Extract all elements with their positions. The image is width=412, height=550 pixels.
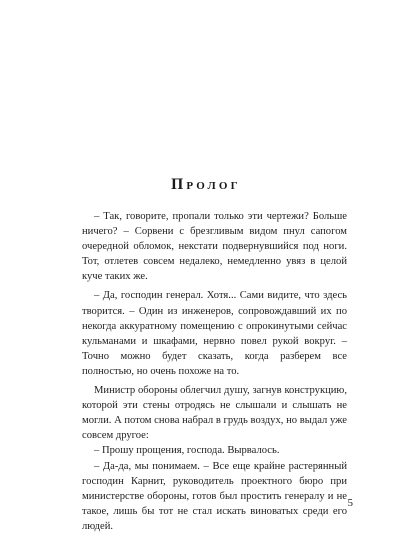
body-text bbox=[82, 209, 347, 538]
paragraph: – Да, господин генерал. Хотя... Сами видите, что здесь творится. – Один из инженеров, сопровождавший их по некогда аккуратному помещению с опрокинутыми сейчас кульманами и шкафами, нервно повел рукой вокруг. – Точно можно будет сказать, когда разберем все полностью, но очень похоже на то. bbox=[82, 290, 347, 377]
chapter-title: Пролог bbox=[171, 176, 241, 193]
paragraph: – Да-да, мы понимаем. – Все еще крайне растерянный господин Карнит, руководитель проектного бюро при министерстве обороны, готов был простить генералу и не такое, лишь бы тот не стал искать виноватых среди его людей. bbox=[82, 460, 347, 532]
paragraph: – Так, говорите, пропали только эти чертежи? Больше ничего? – Сорвени с брезгливым видом пнул сапогом очередной обломок, некстати подвернувшийся под ноги. Тот, отлетев совсем недалеко, немедленно увяз в целой куче таких же. bbox=[82, 211, 347, 283]
paragraph: – Прошу прощения, господа. Вырвалось. bbox=[94, 445, 280, 457]
paragraph: Министр обороны облегчил душу, загнув конструкцию, которой эти стены отродясь не слышали и слышать не могли. А потом снова набрал в грудь воздух, но выдал уже совсем другое: bbox=[82, 385, 347, 442]
page-number: 5 bbox=[347, 497, 353, 509]
